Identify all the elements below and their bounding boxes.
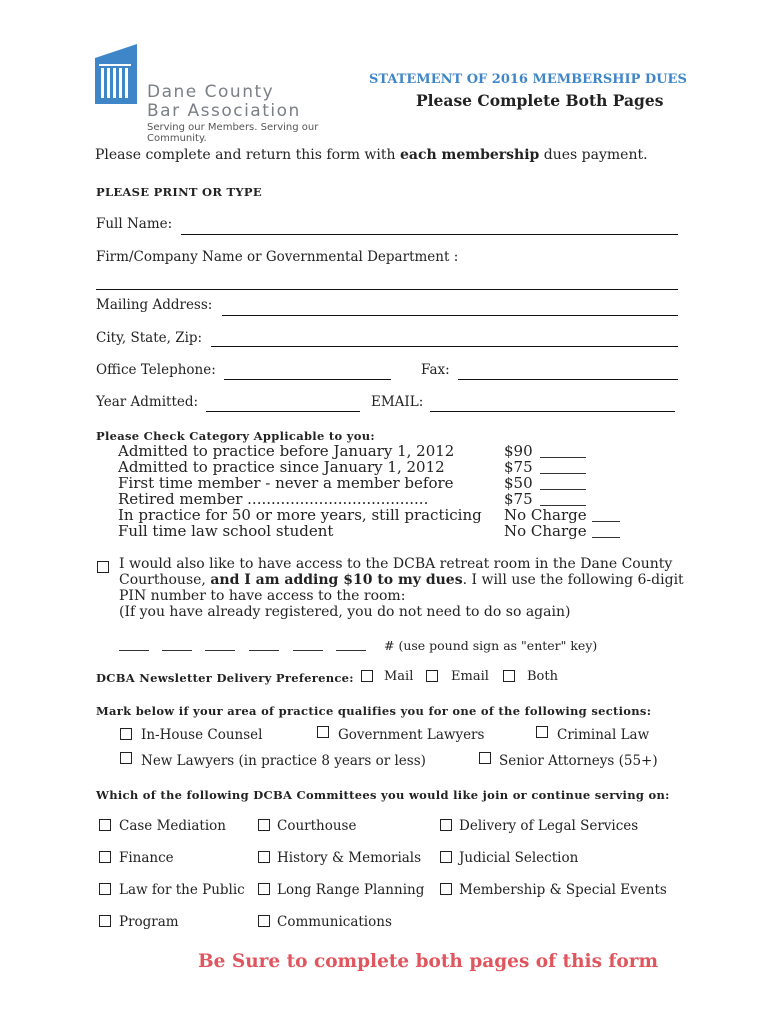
email-label: EMAIL: <box>371 394 424 410</box>
section-government-label: Government Lawyers <box>338 727 485 743</box>
committee-program-label: Program <box>119 914 179 930</box>
fax-label: Fax: <box>421 362 450 378</box>
year-admitted-label: Year Admitted: <box>96 394 199 410</box>
category-heading: Please Check Category Applicable to you: <box>96 429 375 443</box>
pin-note: # (use pound sign as "enter" key) <box>384 638 598 653</box>
mailing-address-label: Mailing Address: <box>96 297 213 313</box>
retreat-room-checkbox[interactable] <box>97 561 109 573</box>
committees-heading: Which of the following DCBA Committees you would like join or continue serving on: <box>96 788 670 802</box>
committee-membership-checkbox[interactable] <box>440 883 452 895</box>
section-new-lawyers-label: New Lawyers (in practice 8 years or less) <box>141 753 426 769</box>
pin-digit-2[interactable] <box>162 650 192 651</box>
category-row[interactable]: Admitted to practice before January 1, 2012 $90 <box>118 442 598 458</box>
committee-history-checkbox[interactable] <box>258 851 270 863</box>
pin-digit-1[interactable] <box>119 650 149 651</box>
committee-law-public-checkbox[interactable] <box>99 883 111 895</box>
dcba-logo <box>95 44 340 144</box>
committee-communications-checkbox[interactable] <box>258 915 270 927</box>
firm-field[interactable] <box>96 289 678 290</box>
newsletter-mail-checkbox[interactable] <box>361 670 373 682</box>
print-note: PLEASE PRINT OR TYPE <box>96 185 262 199</box>
full-name-field[interactable] <box>181 234 678 235</box>
logo-name-line1: Dane County <box>147 82 275 102</box>
city-state-zip-label: City, State, Zip: <box>96 330 203 346</box>
office-telephone-label: Office Telephone: <box>96 362 216 378</box>
city-state-zip-field[interactable] <box>211 346 678 347</box>
committee-law-public-label: Law for the Public <box>119 882 245 898</box>
pin-digit-6[interactable] <box>336 650 366 651</box>
committee-case-mediation-checkbox[interactable] <box>99 819 111 831</box>
statement-title: STATEMENT OF 2016 MEMBERSHIP DUES <box>369 72 687 87</box>
section-government-checkbox[interactable] <box>317 726 329 738</box>
section-in-house-checkbox[interactable] <box>120 728 132 740</box>
committee-delivery-label: Delivery of Legal Services <box>459 818 639 834</box>
category-check-line[interactable] <box>592 537 620 538</box>
logo-name-line2: Bar Association <box>147 101 301 121</box>
category-row[interactable]: In practice for 50 or more years, still practicing No Charge <box>118 506 598 522</box>
logo-tagline: Serving our Members. Serving our Community. <box>147 122 319 144</box>
office-telephone-field[interactable] <box>224 379 391 380</box>
committee-program-checkbox[interactable] <box>99 915 111 927</box>
mailing-address-field[interactable] <box>222 315 678 316</box>
section-criminal-label: Criminal Law <box>557 727 650 743</box>
newsletter-mail-label: Mail <box>384 669 414 684</box>
year-admitted-field[interactable] <box>206 411 360 412</box>
pin-digit-4[interactable] <box>249 650 279 651</box>
committee-judicial-label: Judicial Selection <box>459 850 579 866</box>
section-new-lawyers-checkbox[interactable] <box>120 752 132 764</box>
category-row[interactable]: Full time law school student No Charge <box>118 522 598 538</box>
committee-communications-label: Communications <box>277 914 392 930</box>
page-subtitle: Please Complete Both Pages <box>416 91 664 110</box>
sections-heading: Mark below if your area of practice qualifies you for one of the following sections: <box>96 704 652 718</box>
full-name-label: Full Name: <box>96 216 173 232</box>
newsletter-both-checkbox[interactable] <box>503 670 515 682</box>
newsletter-email-label: Email <box>451 669 489 684</box>
committee-courthouse-checkbox[interactable] <box>258 819 270 831</box>
retreat-room-text: I would also like to have access to the DCBA retreat room in the Dane County Courthouse, and I am adding $10 to my dues. I will use the following 6-digit PIN number to have access to the room: (If you have already registered, you do not need to do so again) <box>119 556 684 620</box>
section-senior-label: Senior Attorneys (55+) <box>499 753 658 769</box>
category-row[interactable]: First time member - never a member before $50 <box>118 474 598 490</box>
fax-field[interactable] <box>458 379 678 380</box>
committee-judicial-checkbox[interactable] <box>440 851 452 863</box>
committee-case-mediation-label: Case Mediation <box>119 818 226 834</box>
committee-long-range-label: Long Range Planning <box>277 882 425 898</box>
category-row[interactable]: Admitted to practice since January 1, 2012 $75 <box>118 458 598 474</box>
newsletter-email-checkbox[interactable] <box>426 670 438 682</box>
pin-digit-3[interactable] <box>205 650 235 651</box>
section-criminal-checkbox[interactable] <box>536 726 548 738</box>
section-senior-checkbox[interactable] <box>479 752 491 764</box>
committee-long-range-checkbox[interactable] <box>258 883 270 895</box>
committee-courthouse-label: Courthouse <box>277 818 357 834</box>
newsletter-heading: DCBA Newsletter Delivery Preference: <box>96 671 354 685</box>
footer-reminder: Be Sure to complete both pages of this form <box>198 951 659 972</box>
section-in-house-label: In-House Counsel <box>141 727 263 743</box>
committee-finance-checkbox[interactable] <box>99 851 111 863</box>
committee-membership-label: Membership & Special Events <box>459 882 667 898</box>
email-field[interactable] <box>430 411 675 412</box>
firm-label: Firm/Company Name or Governmental Department : <box>96 249 459 265</box>
pin-digit-5[interactable] <box>293 650 323 651</box>
intro-text: Please complete and return this form with each membership dues payment. <box>95 147 648 163</box>
newsletter-both-label: Both <box>527 669 558 684</box>
category-row[interactable]: Retired member ...................................... $75 <box>118 490 598 506</box>
committee-delivery-checkbox[interactable] <box>440 819 452 831</box>
committee-finance-label: Finance <box>119 850 174 866</box>
committee-history-label: History & Memorials <box>277 850 422 866</box>
courthouse-pillar-logo-icon <box>95 44 137 106</box>
